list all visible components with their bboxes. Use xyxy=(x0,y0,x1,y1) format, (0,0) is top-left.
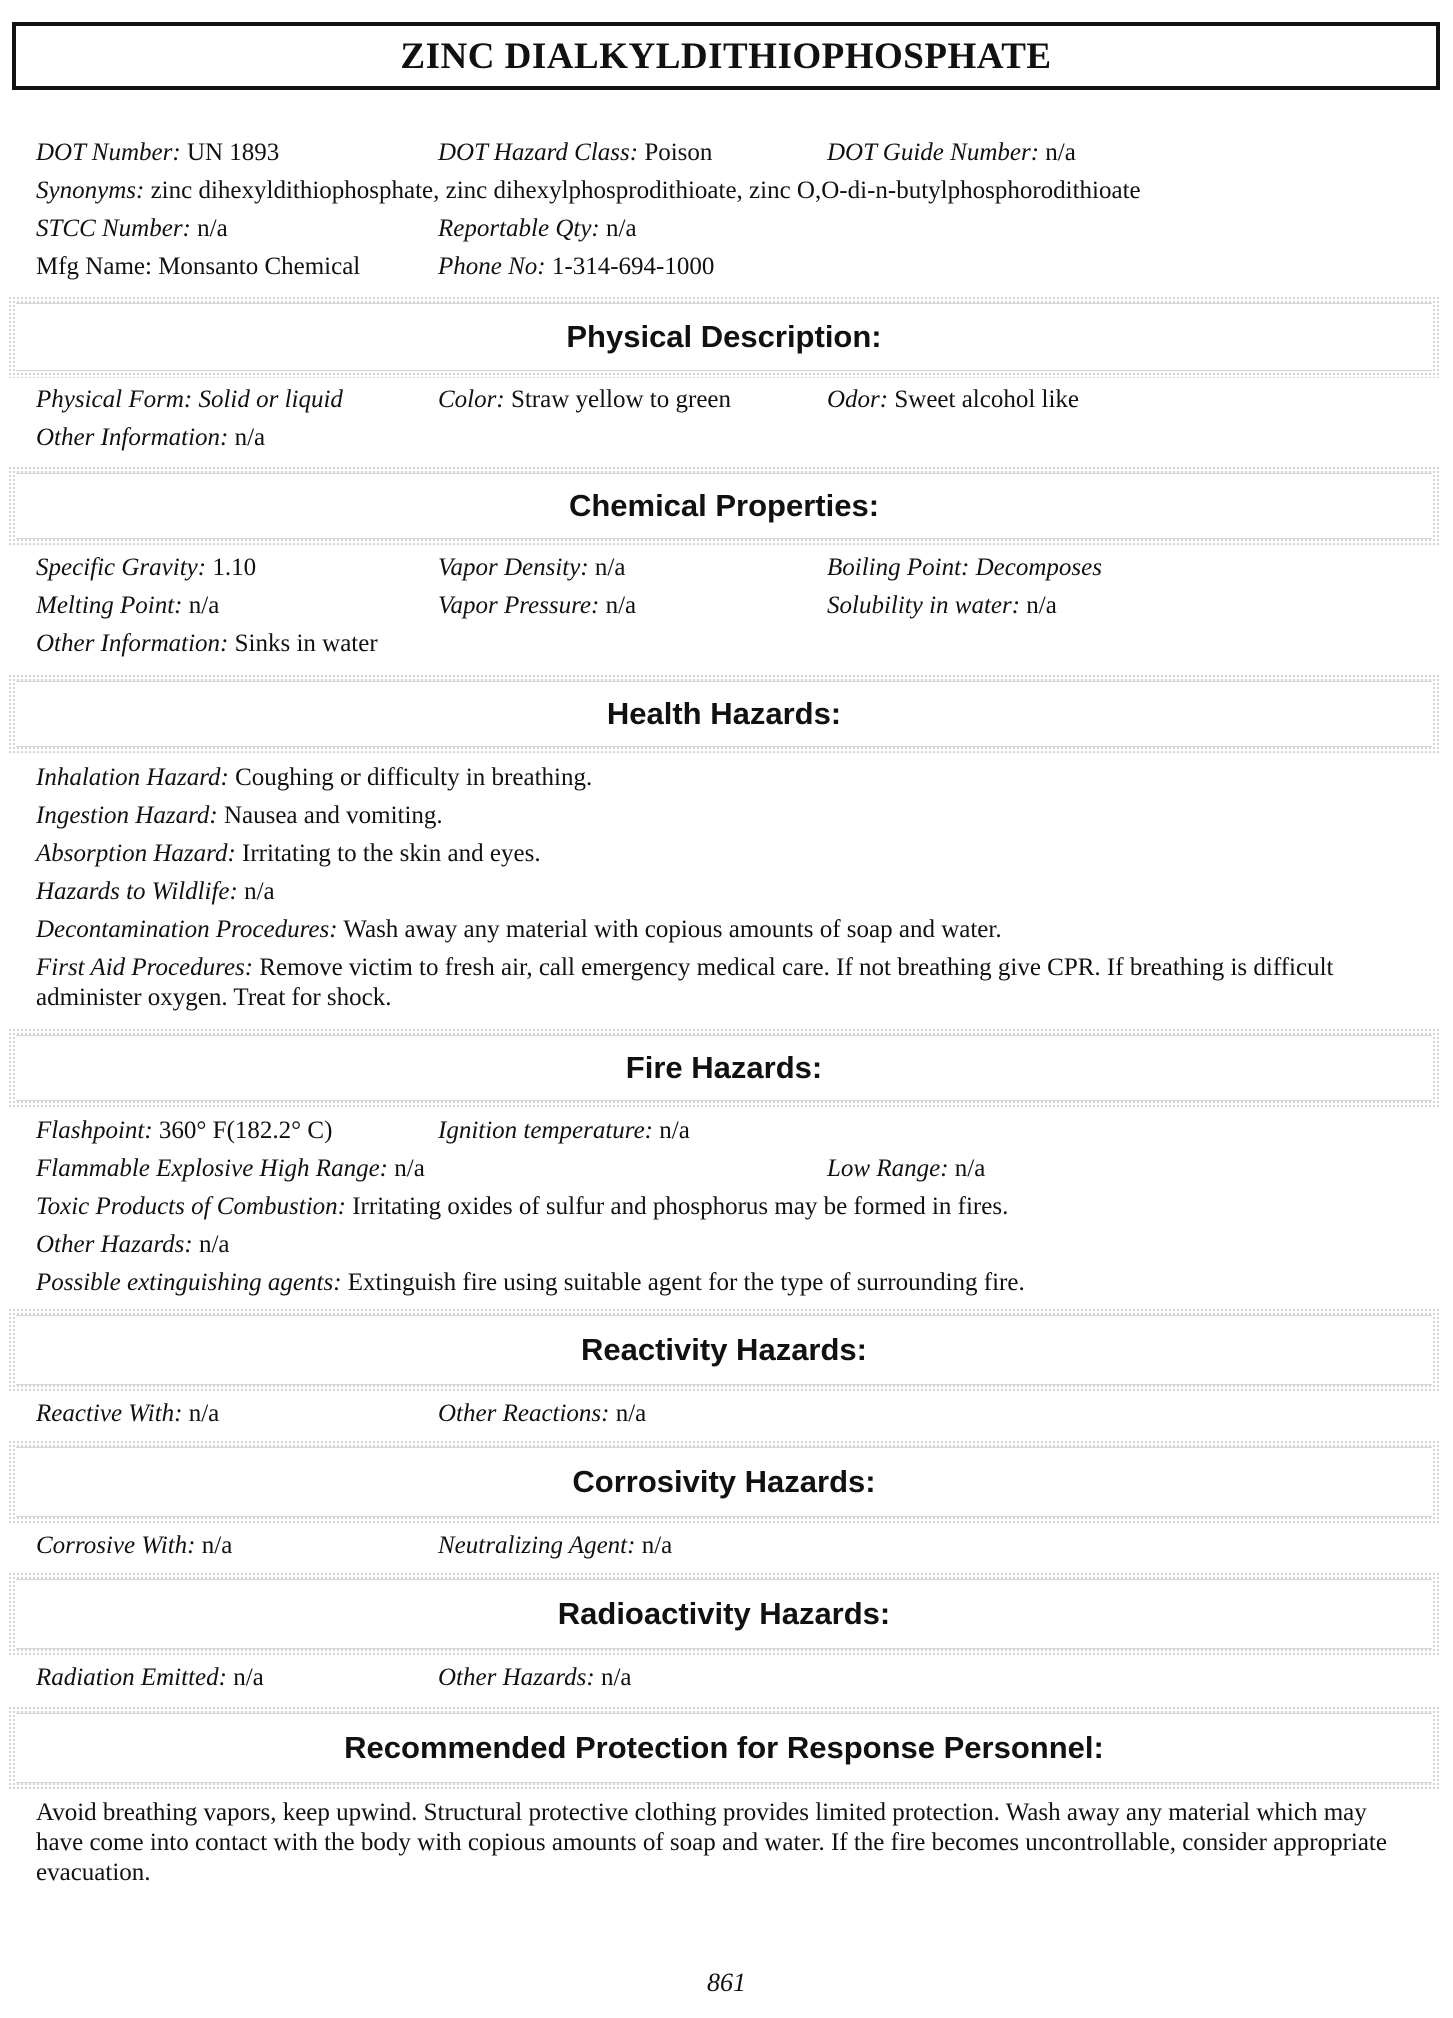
fire-hazards-header xyxy=(8,1028,1440,1108)
stcc-number: STCC Number: n/a xyxy=(36,215,228,242)
odor: Odor: Sweet alcohol like xyxy=(827,386,1080,413)
inhalation-hazard: Inhalation Hazard: Coughing or difficulty in breathing. xyxy=(36,764,593,791)
ingestion-hazard: Ingestion Hazard: Nausea and vomiting. xyxy=(36,802,443,829)
reactivity-hazards-header xyxy=(8,1308,1440,1392)
section-heading: Fire Hazards: xyxy=(625,1050,823,1085)
chemical-properties-header xyxy=(8,466,1440,546)
radioactivity-hazards-header xyxy=(8,1572,1440,1656)
flammable-high-range: Flammable Explosive High Range: n/a xyxy=(36,1155,425,1182)
section-heading: Physical Description: xyxy=(566,319,882,354)
physical-form: Physical Form: Solid or liquid xyxy=(36,386,343,413)
neutralizing-agent: Neutralizing Agent: n/a xyxy=(438,1532,673,1559)
low-range: Low Range: n/a xyxy=(827,1155,986,1182)
physical-description-header xyxy=(8,296,1440,378)
synonyms: Synonyms: zinc dihexyldithiophosphate, zinc dihexylphosprodithioate, zinc O,O-di-n-butylphosphorodithioate xyxy=(36,177,1141,204)
protection-header xyxy=(8,1706,1440,1790)
fire-other-hazards: Other Hazards: n/a xyxy=(36,1231,230,1258)
page-title: ZINC DIALKYLDITHIOPHOSPHATE xyxy=(400,35,1052,77)
section-heading: Radioactivity Hazards: xyxy=(557,1596,891,1631)
color: Color: Straw yellow to green xyxy=(438,386,732,413)
physical-other-info: Other Information: n/a xyxy=(36,424,266,451)
vapor-density: Vapor Density: n/a xyxy=(438,554,626,581)
radioactivity-other-hazards: Other Hazards: n/a xyxy=(438,1664,632,1691)
dot-hazard-class: DOT Hazard Class: Poison xyxy=(438,139,713,166)
specific-gravity: Specific Gravity: 1.10 xyxy=(36,554,257,581)
protection-text: Avoid breathing vapors, keep upwind. Structural protective clothing provides limited protection. Wash away any material which may have come into contact with the body with copious amounts of soap and water. If the fire becomes uncontrollable, consider appropriate evacuation. xyxy=(36,1799,1387,1886)
chemical-other-info: Other Information: Sinks in water xyxy=(36,630,378,657)
vapor-pressure: Vapor Pressure: n/a xyxy=(438,592,637,619)
boiling-point: Boiling Point: Decomposes xyxy=(827,554,1102,581)
other-reactions: Other Reactions: n/a xyxy=(438,1400,647,1427)
melting-point: Melting Point: n/a xyxy=(36,592,220,619)
solubility: Solubility in water: n/a xyxy=(827,592,1057,619)
dot-number: DOT Number: UN 1893 xyxy=(36,139,280,166)
extinguishing-agents: Possible extinguishing agents: Extinguish fire using suitable agent for the type of surrounding fire. xyxy=(36,1269,1025,1296)
reactive-with: Reactive With: n/a xyxy=(36,1400,220,1427)
toxic-products-of-combustion: Toxic Products of Combustion: Irritating oxides of sulfur and phosphorus may be formed in fires. xyxy=(36,1193,1009,1220)
corrosive-with: Corrosive With: n/a xyxy=(36,1532,233,1559)
section-heading: Chemical Properties: xyxy=(568,488,880,523)
section-heading: Recommended Protection for Response Personnel: xyxy=(344,1730,1104,1765)
decontamination-procedures: Decontamination Procedures: Wash away any material with copious amounts of soap and water. xyxy=(36,916,1002,943)
title-box xyxy=(12,22,1440,90)
radiation-emitted: Radiation Emitted: n/a xyxy=(36,1664,264,1691)
dot-guide-number: DOT Guide Number: n/a xyxy=(827,139,1076,166)
health-hazards-header xyxy=(8,674,1440,754)
section-heading: Health Hazards: xyxy=(606,696,842,731)
section-heading: Reactivity Hazards: xyxy=(580,1332,867,1367)
section-heading: Corrosivity Hazards: xyxy=(572,1464,876,1499)
reportable-qty: Reportable Qty: n/a xyxy=(438,215,637,242)
hazards-to-wildlife: Hazards to Wildlife: n/a xyxy=(36,878,275,905)
mfg-name: Mfg Name: Monsanto Chemical xyxy=(36,253,361,280)
first-aid-procedures: First Aid Procedures: Remove victim to fresh air, call emergency medical care. If not breathing give CPR. If breathing is difficult administer oxygen. Treat for shock. xyxy=(36,954,1334,1011)
phone-number: Phone No: 1-314-694-1000 xyxy=(438,253,715,280)
flashpoint: Flashpoint: 360° F(182.2° C) xyxy=(36,1117,333,1144)
ignition-temperature: Ignition temperature: n/a xyxy=(438,1117,690,1144)
absorption-hazard: Absorption Hazard: Irritating to the skin and eyes. xyxy=(36,840,541,867)
page-number: 861 xyxy=(707,1968,746,1997)
corrosivity-hazards-header xyxy=(8,1440,1440,1524)
